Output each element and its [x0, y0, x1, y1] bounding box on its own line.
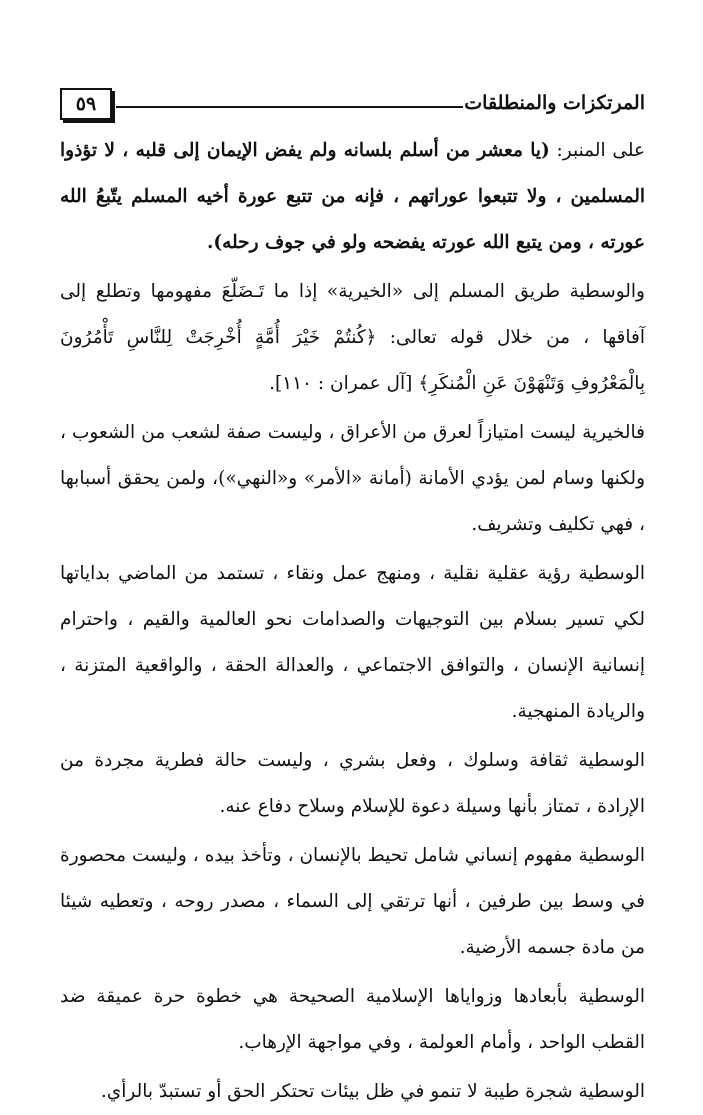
paragraph-2	[60, 269, 645, 407]
paragraph-6: الوسطية مفهوم إنساني شامل تحيط بالإنسان ، وتأخذ بيده ، وليست محصورة في وسط بين طرفين ، أنها ترتقي إلى السماء ، مصدر روحه ، وتعطيه شيئا من مادة جسمه الأرضية.	[60, 845, 645, 958]
paragraph-8: الوسطية شجرة طيبة لا تنمو في ظل بيئات تحتكر الحق أو تستبدّ بالرأي.	[100, 1081, 645, 1102]
page-number: ٥٩	[60, 88, 112, 120]
verse-reference: [آل عمران : ١١٠].	[269, 373, 419, 394]
running-title: المرتكزات والمنطلقات	[464, 92, 645, 114]
paragraph-7: الوسطية بأبعادها وزواياها الإسلامية الصحيحة هي خطوة حرة عميقة ضد القطب الواحد ، وأمام العولمة ، وفي مواجهة الإرهاب.	[60, 986, 645, 1053]
book-page	[60, 86, 645, 1102]
paragraph-4: الوسطية رؤية عقلية نقلية ، ومنهج عمل ونقاء ، تستمد من الماضي بداياتها لكي تسير بسلام بين التوجيهات والصدامات نحو العالمية والقيم ، واحترام إنسانية الإنسان ، والتوافق الاجتماعي ، والعدالة الحقة ، والواقعية المتزنة ، والريادة المنهجية.	[60, 563, 645, 722]
page-body	[60, 128, 645, 1115]
paragraph-1	[60, 128, 645, 266]
paragraph-1-lead: على المنبر:	[549, 140, 645, 161]
quran-verse: ﴿كُنتُمْ خَيْرَ أُمَّةٍ أُخْرِجَتْ لِلنَّاسِ تَأْمُرُونَ بِالْمَعْرُوفِ وَتَنْهَوْنَ عَنِ الْمُنكَرِ﴾	[60, 327, 645, 394]
page-header	[60, 86, 645, 120]
header-rule	[116, 106, 463, 108]
hadith-quote: (يا معشر من أسلم بلسانه ولم يفض الإيمان إلى قلبه ، لا تؤذوا المسلمين ، ولا تتبعوا عوراتهم ، فإنه من تتبع عورة أخيه المسلم يتّبعُ الله عورته ، ومن يتبع الله عورته يفضحه ولو في جوف رحله).	[60, 140, 645, 253]
paragraph-5: الوسطية ثقافة وسلوك ، وفعل بشري ، وليست حالة فطرية مجردة من الإرادة ، تمتاز بأنها وسيلة دعوة للإسلام وسلاح دفاع عنه.	[60, 750, 645, 817]
paragraph-3: فالخيرية ليست امتيازاً لعرق من الأعراق ، وليست صفة لشعب من الشعوب ، ولكنها وسام لمن يؤدي الأمانة (أمانة «الأمر» و«النهي»)، ولمن يحقق أسبابها ، فهي تكليف وتشريف.	[60, 422, 645, 535]
paragraph-2-text: والوسطية طريق المسلم إلى «الخيرية» إذا ما تَـضَلّعَ مفهومها وتطلع إلى آفاقها ، من خلال قوله تعالى:	[60, 281, 645, 348]
